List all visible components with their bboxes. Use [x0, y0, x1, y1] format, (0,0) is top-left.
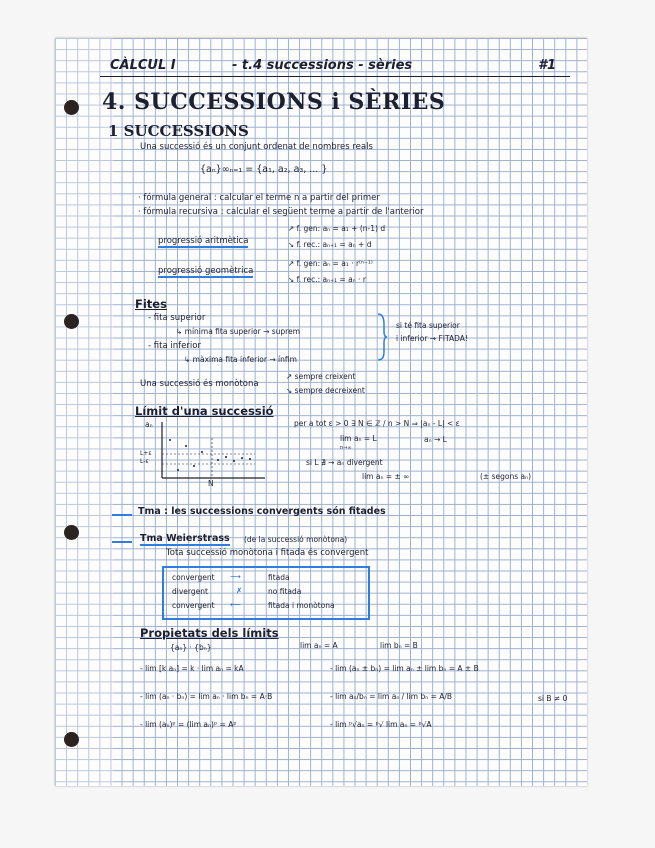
definition-text: Una successió és un conjunt ordenat de nombres reals	[140, 142, 373, 152]
box-row-3-right: fitada i monòtona	[268, 601, 335, 610]
properties-heading: Propietats dels límits	[140, 626, 279, 640]
geometric-progression-label: progressió geomètrica	[158, 266, 254, 276]
arrow-marker	[112, 514, 132, 516]
limit-equation: lim aₙ = L	[340, 434, 377, 443]
binder-hole	[64, 314, 79, 329]
sheet-margin	[55, 38, 113, 786]
limit-arrow-form: aₙ → L	[424, 435, 447, 444]
increasing-text: ↗ sempre creixent	[286, 372, 356, 381]
graph-upper-label: L+ε	[140, 450, 152, 457]
box-row-3-arrow: ⟵	[230, 600, 241, 609]
bounded-condition-1: si té fita superior	[396, 321, 460, 330]
lower-bound-desc: ↳ màxima fita inferior → ínfim	[184, 355, 297, 364]
theorem-1: Tma : les successions convergents són fitades	[138, 506, 386, 517]
arrow-marker	[112, 541, 132, 543]
section-heading: 1 SUCCESSIONS	[108, 122, 249, 140]
arithmetic-progression-label: progressió aritmètica	[158, 236, 249, 246]
limit-graph	[140, 418, 270, 486]
infinite-limit-note: (± segons aₙ)	[480, 472, 532, 481]
graph-x-label: N	[208, 479, 214, 488]
binder-hole	[64, 525, 79, 540]
arithmetic-general: ↗ f. gen: aₙ = a₁ + (n-1) d	[288, 224, 386, 233]
page-title: 4. SUCCESSIONS i SÈRIES	[102, 89, 446, 115]
limit-b: lim bₙ = B	[380, 641, 418, 650]
binder-hole	[64, 732, 79, 747]
property-product: - lim (aₙ · bₙ) = lim aₙ · lim bₙ = A·B	[140, 692, 273, 701]
sequence-notation: {aₙ}∞ₙ₌₁ = {a₁, a₂, a₃, ... }	[200, 164, 328, 175]
box-row-2-arrow: ✗	[236, 586, 243, 595]
limit-definition: per a tot ε > 0 ∃ N ∈ ℤ / n > N ⇒ |aₙ - L| < ε	[294, 419, 460, 428]
box-row-1-right: fitada	[268, 573, 290, 582]
theorem-weierstrass-body: Tota successió monòtona i fitada és convergent	[166, 548, 369, 558]
property-quotient: - lim aₙ/bₙ = lim aₙ / lim bₙ = A/B	[330, 692, 453, 701]
no-limit-text: si L ∄ → aₙ divergent	[306, 458, 383, 467]
bullet-general-formula: · fórmula general : calcular el terme n a partir del primer	[138, 193, 380, 203]
infinite-limit: lim aₙ = ± ∞	[362, 472, 410, 481]
limit-subscript: n→∞	[340, 445, 352, 451]
properties-sequences: {aₙ} · {bₙ}	[170, 643, 212, 652]
geometric-recursive: ↘ f. rec.: aₙ₊₁ = aₙ · r	[288, 275, 366, 284]
brace-icon	[376, 312, 388, 362]
header-rule	[100, 76, 570, 77]
property-power: - lim (aₙ)ᵖ = (lim aₙ)ᵖ = Aᵖ	[140, 720, 237, 729]
box-row-2-right: no fitada	[268, 587, 302, 596]
theorem-weierstrass-note: (de la successió monòtona)	[244, 535, 348, 544]
lower-bound: - fita inferior	[148, 341, 201, 351]
box-row-1-arrow: ⟶	[230, 572, 241, 581]
theorem-weierstrass: Tma Weierstrass	[140, 533, 230, 544]
topic-label: - t.4 successions - sèries	[232, 58, 413, 73]
property-scalar: - lim [k aₙ] = k · lim aₙ = kA	[140, 664, 244, 673]
monotone-text: Una successió és monòtona	[140, 379, 259, 389]
graph-lower-label: L-ε	[140, 458, 149, 465]
bounds-heading: Fites	[135, 297, 167, 311]
box-row-2-left: divergent	[172, 587, 208, 596]
page-number: #1	[538, 58, 557, 73]
upper-bound: - fita superior	[148, 313, 206, 323]
box-row-1-left: convergent	[172, 573, 215, 582]
arithmetic-recursive: ↘ f. rec.: aₙ₊₁ = aₙ + d	[288, 240, 372, 249]
property-sum: - lim (aₙ ± bₙ) = lim aₙ ± lim bₙ = A ± B	[330, 664, 479, 673]
upper-bound-desc: ↳ mínima fita superior → suprem	[176, 327, 301, 336]
bullet-recursive-formula: · fórmula recursiva : calcular el següent terme a partir de l'anterior	[138, 207, 424, 217]
box-row-3-left: convergent	[172, 601, 215, 610]
graph-y-label: aₙ	[145, 420, 153, 429]
bounded-condition-2: i inferior → FITADA!	[396, 334, 468, 343]
geometric-general: ↗ f. gen: aₙ = a₁ · r⁽ⁿ⁻¹⁾	[288, 259, 373, 268]
limit-heading: Límit d'una successió	[135, 404, 274, 418]
binder-hole	[64, 100, 79, 115]
property-root: - lim ᵖ√aₙ = ᵖ√ lim aₙ = ᵖ√A	[330, 720, 432, 729]
limit-a: lim aₙ = A	[300, 641, 338, 650]
course-name: CÀLCUL I	[110, 58, 176, 73]
quotient-condition: si B ≠ 0	[538, 694, 568, 703]
decreasing-text: ↘ sempre decreixent	[286, 386, 365, 395]
